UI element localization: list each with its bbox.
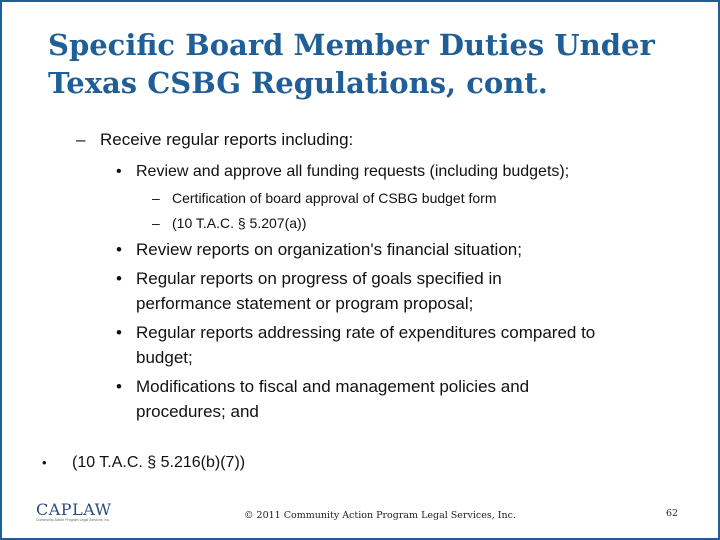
list-item — [152, 215, 306, 231]
list-item-text: (10 T.A.C. § 5.207(a)) — [172, 215, 307, 231]
list-item — [116, 377, 529, 397]
title-line-2: Texas CSBG Regulations, cont. — [48, 66, 548, 100]
list-item-text: Receive regular reports including: — [100, 130, 354, 149]
dash-marker: – — [152, 215, 160, 231]
title-line-1: Specific Board Member Duties Under — [48, 28, 655, 62]
copyright-text: © 2011 Community Action Program Legal Services, Inc. — [244, 510, 516, 521]
logo-text: CAPLAW — [36, 500, 112, 519]
list-item-text: Review reports on organization's financial situation; — [136, 240, 522, 259]
list-item — [116, 269, 502, 289]
list-item — [152, 190, 497, 206]
bullet-marker: • — [116, 323, 122, 342]
list-item-text: Review and approve all funding requests (including budgets); — [136, 163, 570, 180]
slide-title — [48, 26, 688, 102]
bullet-marker: • — [116, 269, 122, 288]
bullet-marker: • — [116, 377, 122, 396]
list-item-text: Regular reports on progress of goals specified in — [136, 269, 502, 288]
list-item — [76, 130, 353, 150]
list-item-text: Certification of board approval of CSBG budget form — [172, 190, 497, 206]
dash-marker: – — [76, 130, 86, 149]
list-item-continuation: budget; — [136, 348, 193, 367]
logo-subtext: Community Action Program Legal Services, Inc. — [36, 518, 111, 522]
list-item-continuation: performance statement or program proposal; — [136, 294, 474, 313]
list-item-text: (10 T.A.C. § 5.216(b)(7)) — [72, 454, 246, 471]
list-item — [116, 163, 569, 181]
caplaw-logo — [36, 500, 112, 526]
bullet-marker: • — [42, 455, 47, 470]
bullet-marker: • — [116, 163, 122, 180]
dash-marker: – — [152, 190, 160, 206]
page-number: 62 — [666, 508, 679, 519]
list-item-text: Regular reports addressing rate of expenditures compared to — [136, 323, 596, 342]
list-item-text: Modifications to fiscal and management policies and — [136, 377, 530, 396]
list-item-continuation: procedures; and — [136, 402, 259, 421]
bullet-marker: • — [116, 240, 122, 259]
list-item — [116, 323, 595, 343]
list-item — [42, 454, 245, 472]
list-item — [116, 240, 522, 260]
